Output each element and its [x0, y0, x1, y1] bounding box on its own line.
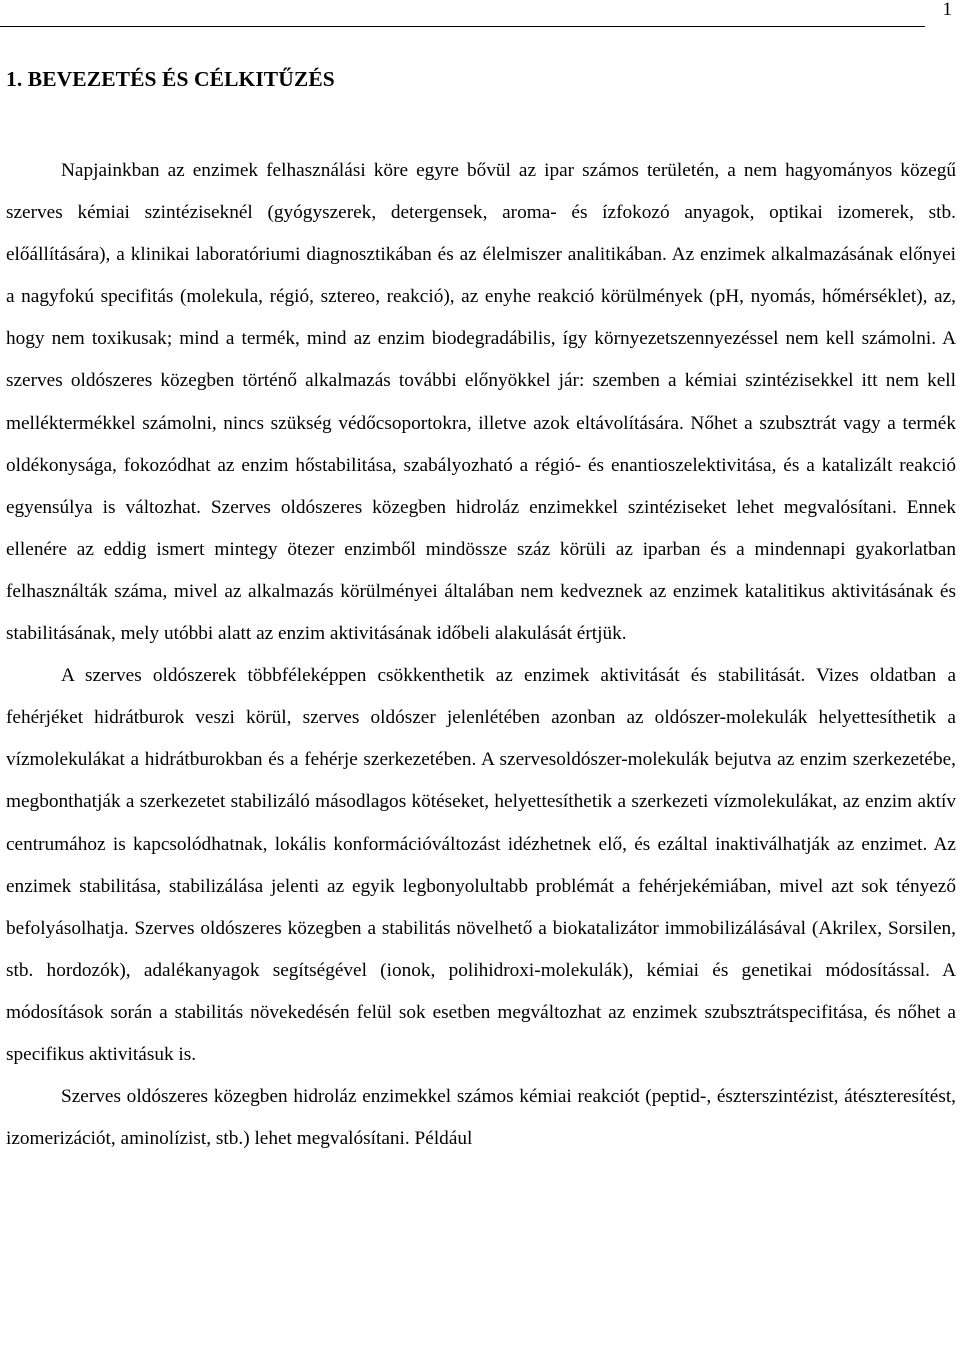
page-number: 1	[942, 0, 952, 20]
chapter-title: 1. BEVEZETÉS ÉS CÉLKITŰZÉS	[6, 67, 335, 91]
body-text	[6, 150, 956, 1160]
paragraph-solvent-effects: A szerves oldószerek többféleképpen csökkenthetik az enzimek aktivitását és stabilitását. Vizes oldatban a fehérjéket hidrátburok veszi körül, szerves oldószer jelenlétében azonban az oldószer-molekulák helyettesíthetik a vízmolekulákat a hidrátburokban és a fehérje szerkezetében. A szervesoldószer-molekulák bejutva az enzim szerkezetébe, megbonthatják a szerkezetet stabilizáló másodlagos kötéseket, helyettesíthetik a szerkezeti vízmolekulákat, az enzim aktív centrumához is kapcsolódhatnak, lokális konformációváltozást idézhetnek elő, és ezáltal inaktiválhatják az enzimet. Az enzimek stabilitása, stabilizálása jelenti az egyik legbonyolultabb problémát a fehérjekémiában, mivel azt sok tényező befolyásolhatja. Szerves oldószeres közegben a stabilitás növelhető a biokatalizátor immobilizálásával (Akrilex, Sorsilen, stb. hordozók), adalékanyagok segítségével (ionok, polihidroxi-molekulák), kémiai és genetikai módosítással. A módosítások során a stabilitás növekedésén felül sok esetben megváltozhat az enzimek szubsztrátspecifitása, és nőhet a specifikus aktivitásuk is.	[6, 665, 956, 1065]
paragraph-intro: Napjainkban az enzimek felhasználási köre egyre bővül az ipar számos területén, a nem hagyományos közegű szerves kémiai szintéziseknél (gyógyszerek, detergensek, aroma- és ízfokozó anyagok, optikai izomerek, stb. előállítására), a klinikai laboratóriumi diagnosztikában és az élelmiszer analitikában. Az enzimek alkalmazásának előnyei a nagyfokú specifitás (molekula, régió, sztereo, reakció), az enyhe reakció körülmények (pH, nyomás, hőmérséklet), az, hogy nem toxikusak; mind a termék, mind az enzim biodegradábilis, így környezetszennyezéssel nem kell számolni. A szerves oldószeres közegben történő alkalmazás további előnyökkel jár: szemben a kémiai szintézisekkel itt nem kell melléktermékkel számolni, nincs szükség védőcsoportokra, illetve azok eltávolítására. Nőhet a szubsztrát vagy a termék oldékonysága, fokozódhat az enzim hőstabilitása, szabályozható a régió- és enantioszelektivitása, és a katalizált reakció egyensúlya is változhat. Szerves oldószeres közegben hidroláz enzimekkel szintéziseket lehet megvalósítani. Ennek ellenére az eddig ismert mintegy ötezer enzimből mindössze száz körüli az iparban és a mindennapi gyakorlatban felhasználták száma, mivel az alkalmazás körülményei általában nem kedveznek az enzimek katalitikus aktivitásának és stabilitásának, mely utóbbi alatt az enzim aktivitásának időbeli alakulását értjük.	[6, 160, 956, 645]
paragraph-hydrolase-reactions: Szerves oldószeres közegben hidroláz enzimekkel számos kémiai reakciót (peptid-, észterszintézist, átészteresítést, izomerizációt, aminolízist, stb.) lehet megvalósítani. Például	[6, 1086, 956, 1150]
header-rule	[0, 26, 925, 27]
